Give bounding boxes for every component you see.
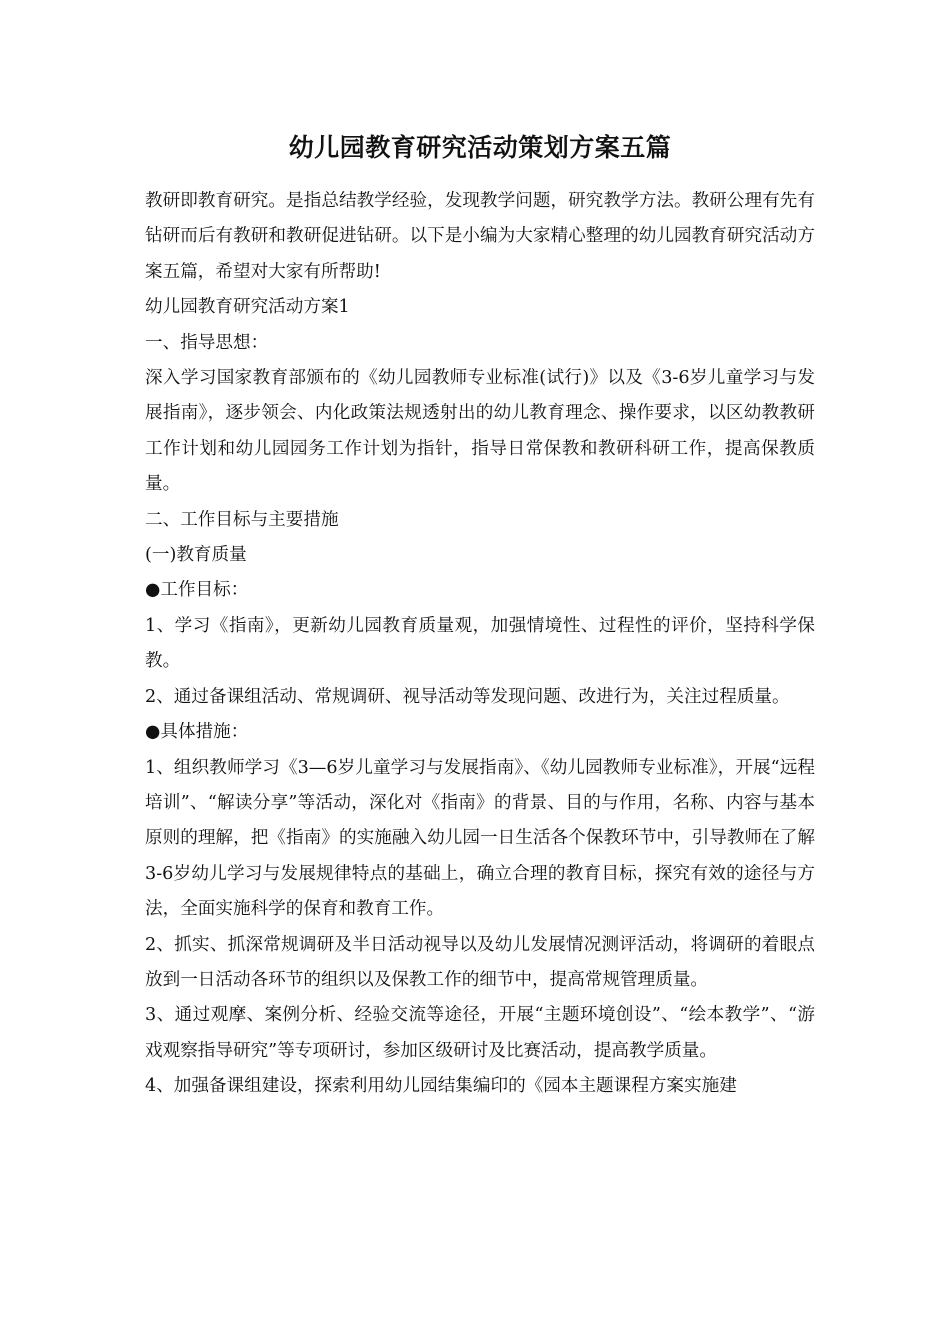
paragraph-section-1-heading: 一、指导思想： xyxy=(145,332,269,353)
paragraph-section-2-heading: 二、工作目标与主要措施 xyxy=(145,509,339,530)
paragraph-subsection-heading: (一)教育质量 xyxy=(145,545,247,566)
paragraph-measure-1: 1、组织教师学习《3—6岁儿童学习与发展指南》、《幼儿园教师专业标准》，开展“远程培训”、“解读分享”等活动，深化对《指南》的背景、目的与作用，名称、内容与基本原则的理解，把《指南》的实施融入幼儿园一日生活各个保教环节中，引导教师在了解3-6岁幼儿学习与发展规律特点的基础上，确立合理的教育目标，探究有效的途径与方法，全面实施科学的保育和教育工作。 xyxy=(145,757,815,920)
paragraph-goal-1: 1、学习《指南》，更新幼儿园教育质量观，加强情境性、过程性的评价，坚持科学保教。 xyxy=(145,615,815,672)
paragraph-measure-4: 4、加强备课组建设，探索利用幼儿园结集编印的《园本主题课程方案实施建 xyxy=(145,1076,737,1097)
paragraph-measures-label: ●具体措施： xyxy=(145,722,249,743)
paragraph-goal-2: 2、通过备课组活动、常规调研、视导活动等发现问题、改进行为，关注过程质量。 xyxy=(145,686,790,707)
paragraph-measure-2: 2、抓实、抓深常规调研及半日活动视导以及幼儿发展情况测评活动，将调研的着眼点放到一日活动各环节的组织以及保教工作的细节中，提高常规管理质量。 xyxy=(145,934,815,990)
paragraph-goals-label: ●工作目标： xyxy=(145,580,249,601)
paragraph-plan-heading: 幼儿园教育研究活动方案1 xyxy=(145,297,350,318)
paragraph-intro: 教研即教育研究。是指总结教学经验，发现教学问题，研究教学方法。教研公理有先有钻研而后有教研和教研促进钻研。以下是小编为大家精心整理的幼儿园教育研究活动方案五篇，希望对大家有所帮助! xyxy=(145,191,815,282)
document-page xyxy=(145,124,815,1105)
document-title: 幼儿园教育研究活动策划方案五篇 xyxy=(288,133,672,162)
paragraph-measure-3: 3、通过观摩、案例分析、经验交流等途径，开展“主题环境创设”、“绘本教学”、“游戏观察指导研究”等专项研讨，参加区级研讨及比赛活动，提高教学质量。 xyxy=(145,1005,815,1061)
paragraph-guiding-ideology: 深入学习国家教育部颁布的《幼儿园教师专业标准(试行)》以及《3-6岁儿童学习与发展指南》，逐步领会、内化政策法规透射出的幼儿教育理念、操作要求，以区幼教教研工作计划和幼儿园园务工作计划为指针，指导日常保教和教研科研工作，提高保教质量。 xyxy=(145,368,815,495)
